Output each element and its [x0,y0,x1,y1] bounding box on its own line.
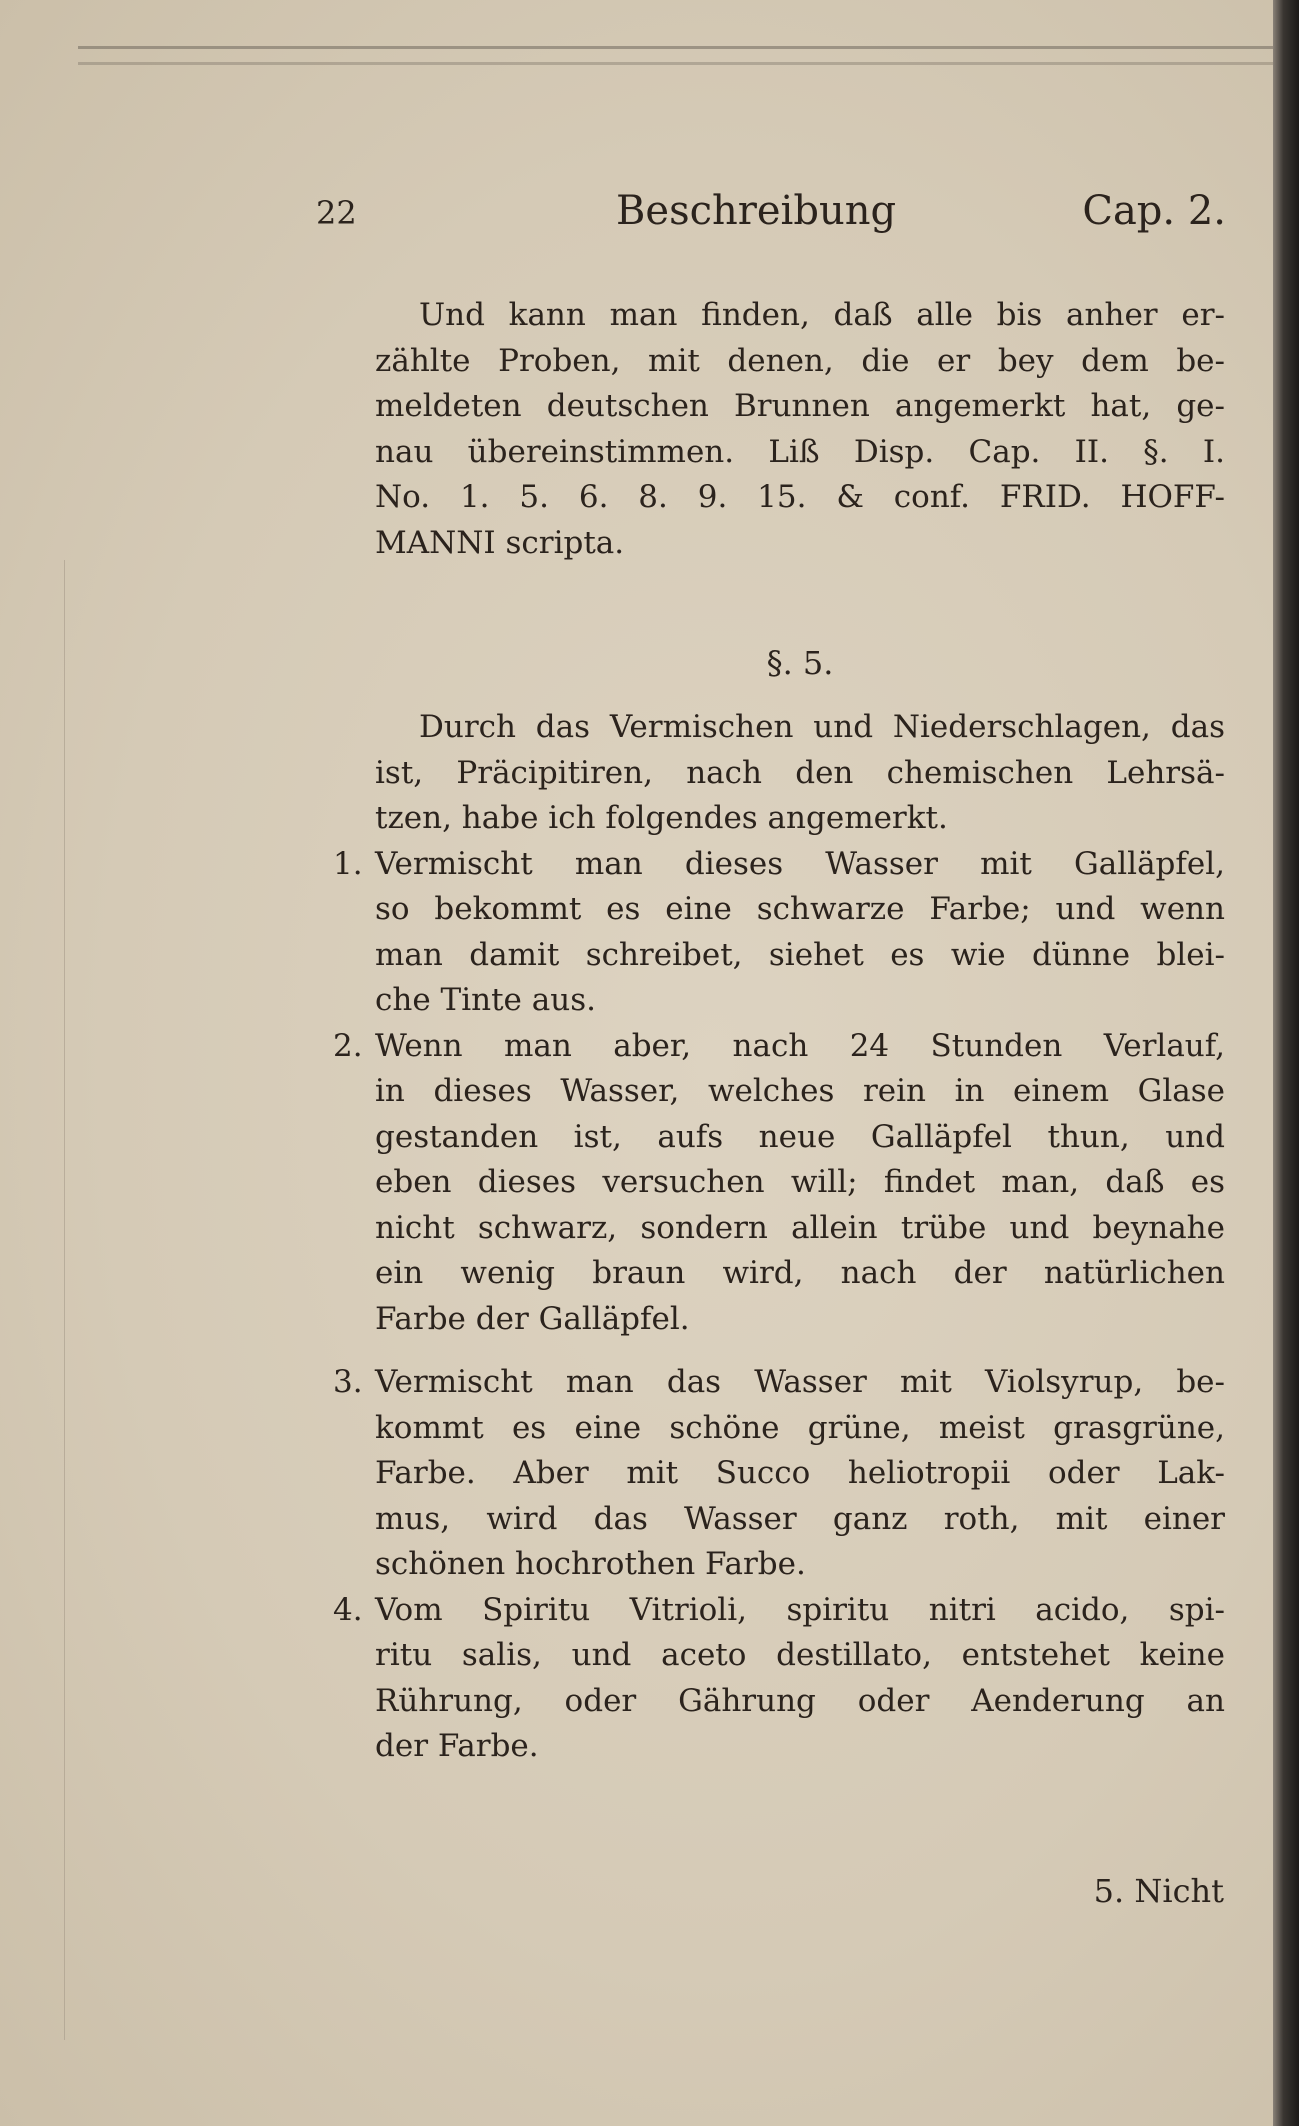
text-line: nau übereinstimmen. Liß Disp. Cap. II. §. I. [375,433,1225,470]
text-line: Durch das Vermischen und Niederschlagen, das [419,709,1225,745]
text-line: ist, Präcipitiren, nach den chemischen Lehrsä- [375,754,1225,791]
text-line: der Farbe. [375,1728,539,1764]
book-edge [1273,0,1299,2126]
paragraph-1 [375,293,1225,566]
section-body [333,705,1225,1770]
text-line: man damit schreibet, siehet es wie dünne blei- [375,936,1225,973]
page-number: 22 [316,194,357,232]
running-title: Beschreibung [616,188,897,234]
top-rule-inner [78,62,1273,65]
numbered-item [333,1588,1225,1770]
text-line: tzen, habe ich folgendes angemerkt. [375,800,948,836]
text-line: Wenn man aber, nach 24 Stunden Verlauf, [375,1027,1225,1064]
section-heading [375,641,1225,687]
chapter-label: Cap. 2. [1082,188,1226,234]
item-number: 4. [333,1591,363,1628]
numbered-item [333,1024,1225,1343]
text-line: schönen hochrothen Farbe. [375,1546,806,1582]
top-rule [78,46,1273,49]
text-line: Rührung, oder Gährung oder Aenderung an [375,1682,1225,1719]
item-number: 3. [333,1364,363,1400]
numbered-item [333,842,1225,1024]
text-line: Farbe der Galläpfel. [375,1300,690,1337]
catchword: 5. Nicht [1093,1872,1224,1910]
text-line: No. 1. 5. 6. 8. 9. 15. & conf. FRID. HOFF- [375,479,1225,515]
numbered-item [333,1360,1225,1588]
text-line: in dieses Wasser, welches rein in einem Glase [375,1073,1225,1109]
running-header [316,188,1226,238]
text-line: eben dieses versuchen will; findet man, daß es [375,1164,1225,1200]
text-line: ritu salis, und aceto destillato, entstehet keine [375,1637,1225,1673]
item-number: 1. [333,845,363,882]
text-line: Vermischt man das Wasser mit Violsyrup, be- [375,1364,1225,1400]
text-line: gestanden ist, aufs neue Galläpfel thun, und [375,1118,1225,1155]
text-line: Vermischt man dieses Wasser mit Galläpfel, [375,845,1225,882]
text-line: zählte Proben, mit denen, die er bey dem be- [375,342,1225,379]
text-line: mus, wird das Wasser ganz roth, mit einer [375,1500,1225,1537]
text-line: MANNI scripta. [375,524,625,561]
margin-line [64,560,65,2040]
text-line: nicht schwarz, sondern allein trübe und beynahe [375,1209,1225,1246]
text-line: Farbe. Aber mit Succo heliotropii oder Lak- [375,1455,1225,1491]
text-line: che Tinte aus. [375,982,596,1018]
text-line: Und kann man finden, daß alle bis anher er- [419,297,1225,333]
text-line: so bekommt es eine schwarze Farbe; und wenn [375,891,1225,927]
text-line: Vom Spiritu Vitrioli, spiritu nitri acido, spi- [375,1591,1225,1628]
section-mark: §. 5. [766,644,834,682]
item-number: 2. [333,1027,363,1064]
text-line: ein wenig braun wird, nach der natürlichen [375,1255,1225,1291]
text-line: kommt es eine schöne grüne, meist grasgrüne, [375,1409,1225,1446]
text-line: meldeten deutschen Brunnen angemerkt hat, ge- [375,388,1225,424]
